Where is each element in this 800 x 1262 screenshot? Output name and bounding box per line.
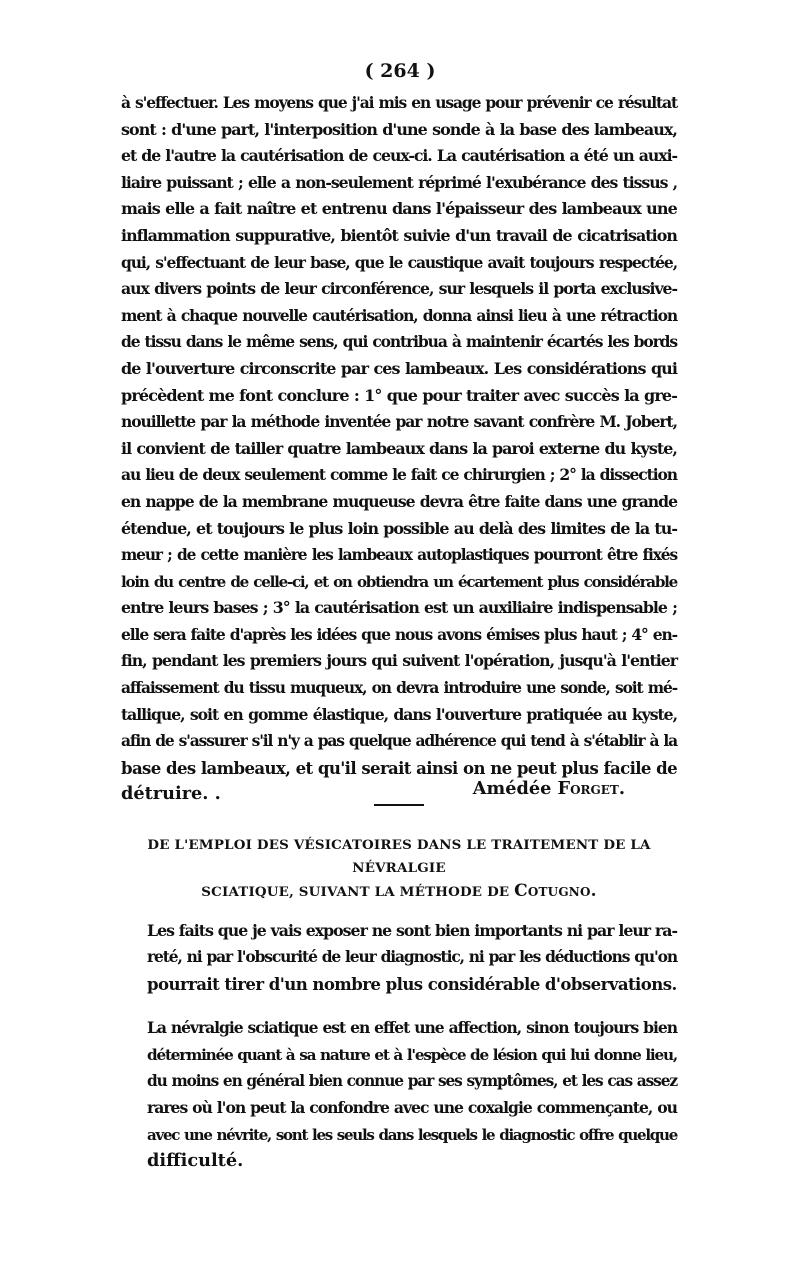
page-number: ( 264 ) [364,60,436,82]
section-body [121,900,677,1192]
section-heading-line-2a: SCIATIQUE, SUIVANT LA MÉTHODE DE [201,884,515,900]
paragraph-conclusion-line: sont : d'une part, l'interposition d'une sonde à la base des lambeaux, [121,119,677,139]
paragraph-conclusion-line: base des lambeaux, et qu'il serait ainsi on ne peut plus facile de [121,757,677,778]
paragraph-sciatica-line: du moins en général bien connue par ses symptômes, et les cas assez [147,1072,677,1091]
paragraph-conclusion-line: précèdent me font conclure : 1° que pour traiter avec succès la gre- [121,385,677,405]
paragraph-conclusion-line: il convient de tailler quatre lambeaux dans la paroi externe du kyste, [121,438,677,458]
author-first-name: Amédée [472,778,558,799]
paragraph-conclusion-line: détruire. . [121,783,221,805]
paragraph-conclusion-line: aux divers points de leur circonférence, sur lesquels il porta exclusive- [121,279,677,299]
paragraph-conclusion-line: au lieu de deux seulement comme le fait ce chirurgien ; 2° la dissection [121,465,677,485]
paragraph-conclusion-line: de l'ouverture circonscrite par ces lambeaux. Les considérations qui [121,358,677,378]
paragraph-conclusion-line: étendue, et toujours le plus loin possible au delà des limites de la tu- [121,518,677,538]
paragraph-sciatica [121,1015,677,1175]
paragraph-conclusion-line: liaire puissant ; elle a non-seulement réprimé l'exubérance des tissus , [121,172,677,192]
paragraph-sciatica-line: déterminée quant à sa nature et à l'espèce de lésion qui lui donne lieu, [147,1045,677,1064]
paragraph-conclusion-line: à s'effectuer. Les moyens que j'ai mis en usage pour prévenir ce résultat [121,93,677,112]
paragraph-conclusion-line: mais elle a fait naître et entrenu dans l'épaisseur des lambeaux une [121,199,677,219]
paragraph-conclusion-line: afin de s'assurer s'il n'y a pas quelque adhérence qui tend à s'établir à la [121,731,677,751]
paragraph-conclusion-line: affaissement du tissu muqueux, on devra introduire une sonde, soit mé- [121,678,677,698]
paragraph-intro [121,918,677,998]
paragraph-conclusion-line: entre leurs bases ; 3° la cautérisation est un auxiliaire indispensable ; [121,598,677,618]
paragraph-conclusion-line: meur ; de cette manière les lambeaux autoplastiques pourront être fixés [121,546,677,565]
paragraph-conclusion-line: elle sera faite d'après les idées que nous avons émises plus haut ; 4° en- [121,624,677,644]
paragraph-sciatica-line: rares où l'on peut la confondre avec une coxalgie commençante, ou [147,1097,677,1117]
author-last-name: Forget. [557,778,625,799]
paragraph-sciatica-line: La névralgie sciatique est en effet une affection, sinon toujours bien [147,1018,677,1038]
section-heading-author: Cotugno. [514,881,597,901]
paragraph-sciatica-line: avec une névrite, sont les seuls dans lesquels le diagnostic offre quelque [147,1125,677,1144]
paragraph-conclusion-line: tallique, soit en gomme élastique, dans l'ouverture pratiquée au kyste, [121,704,677,724]
paragraph-conclusion-line: qui, s'effectuant de leur base, que le caustique avait toujours respectée, [121,252,677,272]
paragraph-conclusion-line: de tissu dans le même sens, qui contribua à maintenir écartés les bords [121,332,677,352]
section-heading [121,834,677,904]
section-divider [374,804,424,806]
paragraph-conclusion-line: ment à chaque nouvelle cautérisation, donna ainsi lieu à une rétraction [121,305,677,325]
paragraph-conclusion-line: inflammation suppurative, bientôt suivie d'un travail de cicatrisation [121,225,677,245]
paragraph-conclusion-line: en nappe de la membrane muqueuse devra être faite dans une grande [121,491,677,511]
paragraph-conclusion [121,90,677,808]
author-signature [121,778,625,799]
paragraph-sciatica-line: difficulté. [147,1150,244,1172]
paragraph-intro-line: Les faits que je vais exposer ne sont bien importants ni par leur ra- [147,920,677,940]
paragraph-intro-line: pourrait tirer d'un nombre plus considérable d'observations. [147,973,677,994]
paragraph-intro-line: reté, ni par l'obscurité de leur diagnostic, ni par les déductions qu'on [147,947,677,967]
paragraph-conclusion-line: nouillette par la méthode inventée par notre savant confrère M. Jobert, [121,412,677,432]
section-heading-line-1: DE L'EMPLOI DES VÉSICATOIRES DANS LE TRAITEMENT DE LA NÉVRALGIE [147,837,651,876]
paragraph-conclusion-line: fin, pendant les premiers jours qui suivent l'opération, jusqu'à l'entier [121,651,677,671]
paragraph-conclusion-line: et de l'autre la cautérisation de ceux-ci. La cautérisation a été un auxi- [121,146,677,166]
paragraph-conclusion-line: loin du centre de celle-ci, et on obtiendra un écartement plus considérable [121,572,677,591]
